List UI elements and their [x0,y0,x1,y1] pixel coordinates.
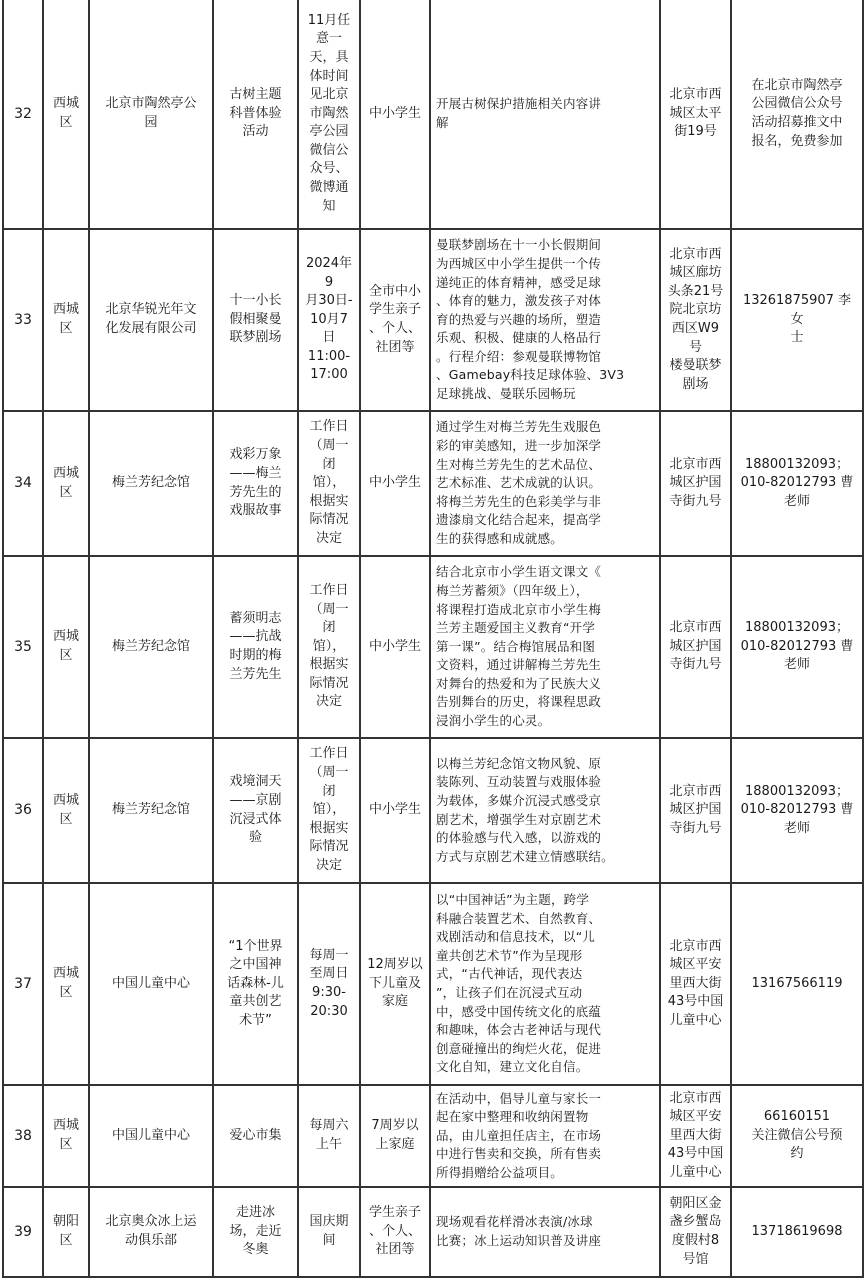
row-number: 36 [3,738,43,883]
activity-time-cell: 工作日 （周一 闭 馆）， 根据实 际情况 决定 [298,738,360,883]
activity-name-cell: 古树主题 科普体验 活动 [213,0,298,229]
district-cell: 西城 区 [43,411,89,556]
organizer-cell: 中国儿童中心 [89,883,213,1085]
activity-content-cell: 曼联梦剧场在十一小长假期间 为西城区中小学生提供一个传 递纯正的体育精神，感受足球 、体育的魅力，激发孩子对体 育的热爱与兴趣的场所，塑造 乐观、积极、健康的人格品行 。行程介绍：参观曼联博物馆 、Gamebay科技足球体验、3V3 足球挑战、曼联乐园畅玩 [430,229,660,411]
district-cell: 西城 区 [43,883,89,1085]
activity-content-cell: 现场观看花样滑冰表演/冰球 比赛；冰上运动知识普及讲座 [430,1187,660,1277]
activity-name-cell: 走进冰 场，走近 冬奥 [213,1187,298,1277]
audience-cell: 中小学生 [360,556,430,738]
contact-cell: 18800132093； 010-82012793 曹 老师 [731,411,863,556]
district-cell: 西城 区 [43,0,89,229]
row-number: 39 [3,1187,43,1277]
audience-cell: 学生亲子 、个人、 社团等 [360,1187,430,1277]
address-cell: 北京市西 城区护国 寺街九号 [660,411,731,556]
audience-cell: 中小学生 [360,411,430,556]
table-row [3,0,863,229]
row-number: 35 [3,556,43,738]
address-cell: 北京市西 城区护国 寺街九号 [660,738,731,883]
contact-cell: 18800132093； 010-82012793 曹 老师 [731,556,863,738]
table-row [3,1085,863,1187]
district-cell: 西城 区 [43,556,89,738]
row-number: 37 [3,883,43,1085]
activity-content-cell: 通过学生对梅兰芳先生戏服色 彩的审美感知，进一步加深学 生对梅兰芳先生的艺术品位、 艺术标准、艺术成就的认识。 将梅兰芳先生的色彩美学与非 遗漆扇文化结合起来，提高学 生的获得感和成就感。 [430,411,660,556]
contact-cell: 18800132093； 010-82012793 曹 老师 [731,738,863,883]
audience-cell: 7周岁以 上家庭 [360,1085,430,1187]
table-row [3,883,863,1085]
address-cell: 北京市西 城区平安 里西大街 43号中国 儿童中心 [660,883,731,1085]
address-cell: 北京市西 城区太平 街19号 [660,0,731,229]
organizer-cell: 北京市陶然亭公 园 [89,0,213,229]
organizer-cell: 北京华锐光年文 化发展有限公司 [89,229,213,411]
table-row [3,738,863,883]
activity-name-cell: “1个世界 之中国神 话森林-儿 童共创艺 术节” [213,883,298,1085]
activity-name-cell: 爱心市集 [213,1085,298,1187]
activity-time-cell: 工作日 （周一 闭 馆）， 根据实 际情况 决定 [298,556,360,738]
audience-cell: 全市中小 学生亲子 、个人、 社团等 [360,229,430,411]
organizer-cell: 梅兰芳纪念馆 [89,556,213,738]
activity-name-cell: 蓄须明志 ——抗战 时期的梅 兰芳先生 [213,556,298,738]
table-row [3,229,863,411]
activity-time-cell: 2024年9 月30日- 10月7日 11:00- 17:00 [298,229,360,411]
contact-cell: 66160151 关注微信公号预 约 [731,1085,863,1187]
activity-content-cell: 以“中国神话”为主题，跨学 科融合装置艺术、自然教育、 戏剧活动和信息技术，以“儿 童共创艺术节”作为呈现形 式，“古代神话，现代表达 ”，让孩子们在沉浸式互动 中，感受中国传统文化的底蕴 和趣味，体会古老神话与现代 创意碰撞出的绚烂火花，促进 文化自知，建立文化自信。 [430,883,660,1085]
contact-cell: 在北京市陶然亭 公园微信公众号 活动招募推文中 报名，免费参加 [731,0,863,229]
audience-cell: 中小学生 [360,0,430,229]
district-cell: 朝阳 区 [43,1187,89,1277]
contact-cell: 13167566119 [731,883,863,1085]
district-cell: 西城 区 [43,229,89,411]
organizer-cell: 梅兰芳纪念馆 [89,738,213,883]
row-number: 38 [3,1085,43,1187]
activity-time-cell: 11月任 意一 天，具 体时间 见北京 市陶然 亭公园 微信公 众号、 微博通 知 [298,0,360,229]
activity-time-cell: 工作日 （周一 闭 馆）， 根据实 际情况 决定 [298,411,360,556]
activity-content-cell: 结合北京市小学生语文课文《 梅兰芳蓄须》（四年级上）， 将课程打造成北京市小学生梅 兰芳主题爱国主义教育“开学 第一课”。结合梅馆展品和图 文资料，通过讲解梅兰芳先生 对舞台的热爱和为了民族大义 告别舞台的历史，将课程思政 浸润小学生的心灵。 [430,556,660,738]
table-row [3,556,863,738]
table-row [3,411,863,556]
row-number: 32 [3,0,43,229]
contact-cell: 13718619698 [731,1187,863,1277]
contact-cell: 13261875907 李女 士 [731,229,863,411]
organizer-cell: 北京奥众冰上运 动俱乐部 [89,1187,213,1277]
activity-name-cell: 戏境洞天 ——京剧 沉浸式体 验 [213,738,298,883]
activity-name-cell: 十一小长 假相聚曼 联梦剧场 [213,229,298,411]
activity-time-cell: 每周六 上午 [298,1085,360,1187]
table-row [3,1187,863,1277]
activity-content-cell: 在活动中，倡导儿童与家长一 起在家中整理和收纳闲置物 品，由儿童担任店主，在市场 中进行售卖和交换，所有售卖 所得捐赠给公益项目。 [430,1085,660,1187]
activity-content-cell: 以梅兰芳纪念馆文物风貌、原 装陈列、互动装置与戏服体验 为载体，多媒介沉浸式感受京 剧艺术，增强学生对京剧艺术 的体验感与代入感，以游戏的 方式与京剧艺术建立情感联结。 [430,738,660,883]
address-cell: 朝阳区金 盏乡蟹岛 度假村8 号馆 [660,1187,731,1277]
row-number: 34 [3,411,43,556]
district-cell: 西城 区 [43,1085,89,1187]
organizer-cell: 中国儿童中心 [89,1085,213,1187]
audience-cell: 12周岁以 下儿童及 家庭 [360,883,430,1085]
row-number: 33 [3,229,43,411]
address-cell: 北京市西 城区平安 里西大街 43号中国 儿童中心 [660,1085,731,1187]
address-cell: 北京市西 城区护国 寺街九号 [660,556,731,738]
activity-name-cell: 戏彩万象 ——梅兰 芳先生的 戏服故事 [213,411,298,556]
activity-content-cell: 开展古树保护措施相关内容讲 解 [430,0,660,229]
activity-time-cell: 国庆期 间 [298,1187,360,1277]
activity-time-cell: 每周一 至周日 9:30- 20:30 [298,883,360,1085]
audience-cell: 中小学生 [360,738,430,883]
address-cell: 北京市西 城区廊坊 头条21号 院北京坊 西区W9号 楼曼联梦 剧场 [660,229,731,411]
activity-table [2,0,864,1278]
district-cell: 西城 区 [43,738,89,883]
organizer-cell: 梅兰芳纪念馆 [89,411,213,556]
